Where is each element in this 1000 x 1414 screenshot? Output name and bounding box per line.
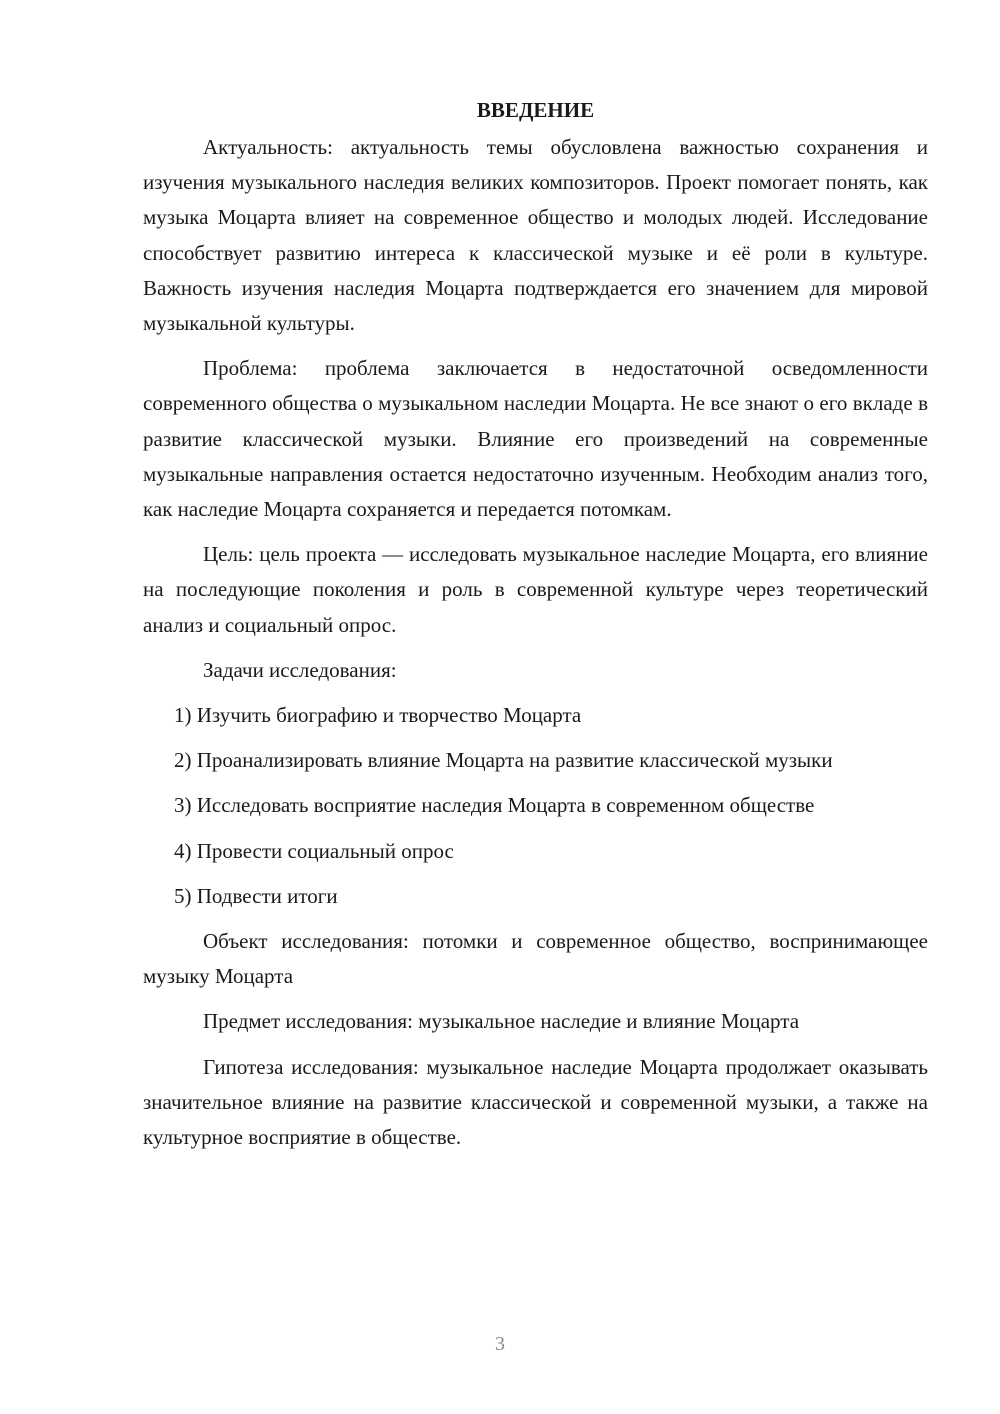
task-item-3: 3) Исследовать восприятие наследия Моцарта в современном обществе bbox=[174, 793, 815, 818]
task-item-1: 1) Изучить биографию и творчество Моцарта bbox=[174, 703, 582, 728]
problem-paragraph: Проблема: проблема заключается в недостаточной осведомленности современного общества о музыкальном наследии Моцарта. Не все знают о его вкладе в развитие классической музыки. Влияние его произведений на современные музыкальные направления остается недостаточно изученным. Необходим анализ того, как наследие Моцарта сохраняется и передается потомкам. bbox=[143, 356, 928, 522]
goal-paragraph: Цель: цель проекта — исследовать музыкальное наследие Моцарта, его влияние на последующие поколения и роль в современной культуре через теоретический анализ и социальный опрос. bbox=[143, 542, 928, 637]
object-paragraph: Объект исследования: потомки и современное общество, воспринимающее музыку Моцарта bbox=[143, 929, 928, 989]
task-item-5: 5) Подвести итоги bbox=[174, 883, 338, 908]
page-number: 3 bbox=[495, 1333, 505, 1355]
document-page bbox=[143, 95, 928, 1155]
task-item-4: 4) Провести социальный опрос bbox=[174, 838, 454, 863]
hypothesis-paragraph: Гипотеза исследования: музыкальное наследие Моцарта продолжает оказывать значительное влияние на развитие классической и современной музыки, а также на культурное восприятие в обществе. bbox=[143, 1054, 928, 1150]
section-title: ВВЕДЕНИЕ bbox=[476, 98, 595, 122]
task-item-2: 2) Проанализировать влияние Моцарта на развитие классической музыки bbox=[174, 748, 833, 773]
subject-paragraph: Предмет исследования: музыкальное наследие и влияние Моцарта bbox=[203, 1009, 800, 1034]
relevance-paragraph: Актуальность: актуальность темы обусловлена важностью сохранения и изучения музыкального наследия великих композиторов. Проект помогает понять, как музыка Моцарта влияет на современное общество и молодых людей. Исследование способствует развитию интереса к классической музыке и её роли в культуре. Важность изучения наследия Моцарта подтверждается его значением для мировой музыкальной культуры. bbox=[143, 135, 928, 336]
tasks-heading: Задачи исследования: bbox=[203, 657, 397, 682]
